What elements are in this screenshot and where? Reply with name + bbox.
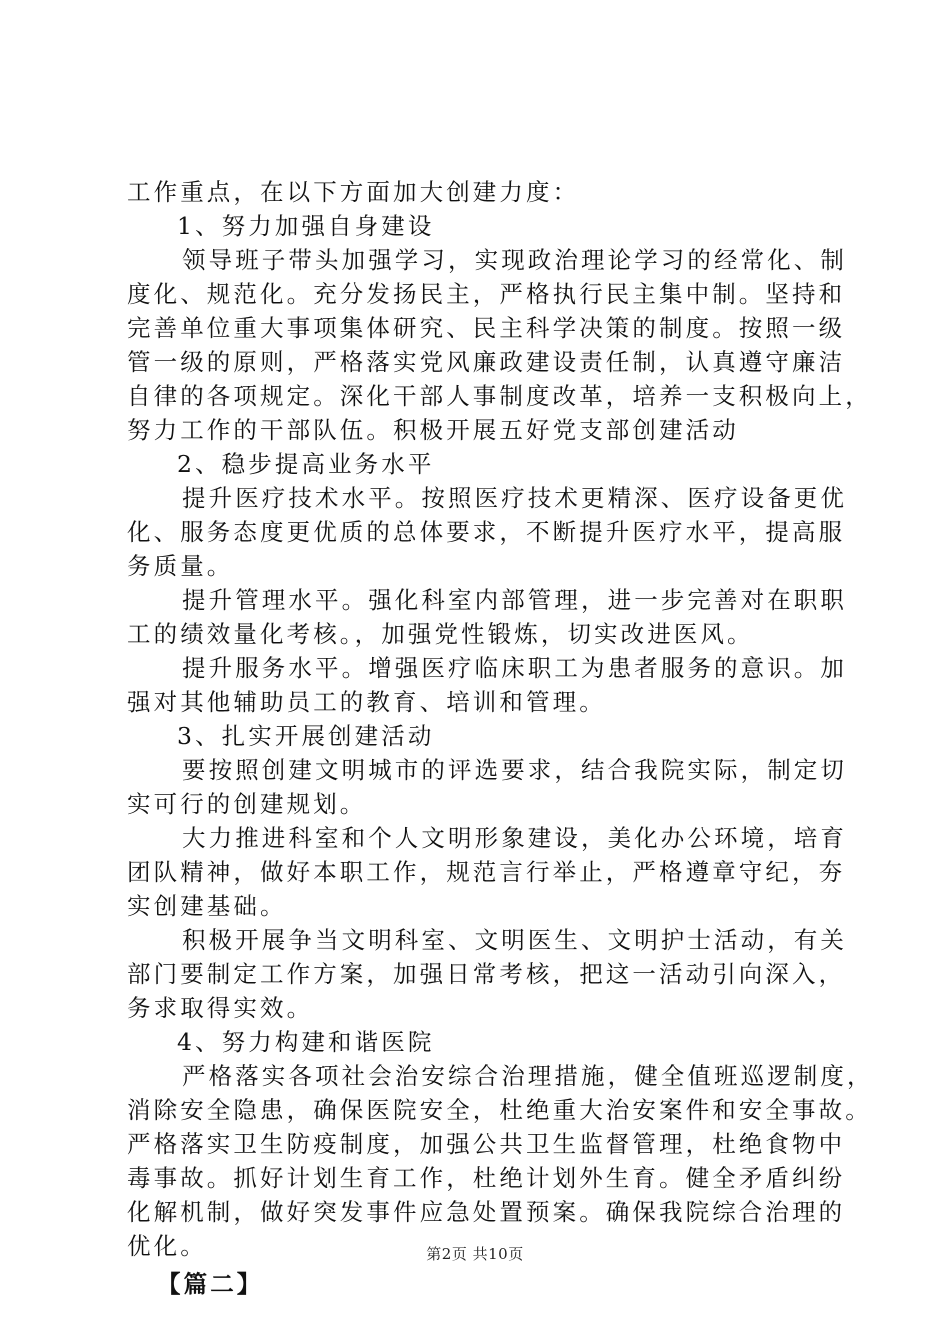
paragraph-line: 消除安全隐患，确保医院安全，杜绝重大治安案件和安全事故。: [127, 1096, 872, 1124]
paragraph-line: 优化。: [127, 1232, 207, 1260]
section-heading: 2、稳步提高业务水平: [177, 450, 435, 478]
page-number-footer: 第2页 共10页: [426, 1245, 524, 1263]
paragraph-line: 化解机制，做好突发事件应急处置预案。确保我院综合治理的: [127, 1198, 846, 1226]
paragraph-line: 完善单位重大事项集体研究、民主科学决策的制度。按照一级: [127, 314, 846, 342]
paragraph-line: 实可行的创建规划。: [127, 790, 367, 818]
section-heading: 3、扎实开展创建活动: [177, 722, 435, 750]
paragraph-line: 实创建基础。: [127, 892, 287, 920]
part-heading: 【篇二】: [157, 1270, 264, 1298]
paragraph-line: 自律的各项规定。深化干部人事制度改革，培养一支积极向上，: [127, 382, 872, 410]
paragraph-line: 要按照创建文明城市的评选要求，结合我院实际，制定切: [182, 756, 847, 784]
paragraph-line: 化、服务态度更优质的总体要求，不断提升医疗水平，提高服: [127, 518, 846, 546]
paragraph-line: 毒事故。抓好计划生育工作，杜绝计划外生育。健全矛盾纠纷: [127, 1164, 846, 1192]
section-heading: 1、努力加强自身建设: [177, 212, 435, 240]
paragraph-line: 部门要制定工作方案，加强日常考核，把这一活动引向深入，: [127, 960, 846, 988]
paragraph-line: 积极开展争当文明科室、文明医生、文明护士活动，有关: [182, 926, 847, 954]
paragraph-line: 提升服务水平。增强医疗临床职工为患者服务的意识。加: [182, 654, 847, 682]
paragraph-line: 强对其他辅助员工的教育、培训和管理。: [127, 688, 606, 716]
paragraph-line: 领导班子带头加强学习，实现政治理论学习的经常化、制: [182, 246, 847, 274]
document-body: [127, 175, 874, 1301]
paragraph-line: 管一级的原则，严格落实党风廉政建设责任制，认真遵守廉洁: [127, 348, 846, 376]
paragraph-line: 提升管理水平。强化科室内部管理，进一步完善对在职职: [182, 586, 847, 614]
section-heading: 4、努力构建和谐医院: [177, 1028, 435, 1056]
paragraph-line: 严格落实各项社会治安综合治理措施，健全值班巡逻制度，: [182, 1062, 874, 1090]
paragraph-line: 务质量。: [127, 552, 234, 580]
paragraph-line: 工的绩效量化考核。，加强党性锻炼，切实改进医风。: [127, 620, 754, 648]
paragraph-line: 度化、规范化。充分发扬民主，严格执行民主集中制。坚持和: [127, 280, 846, 308]
paragraph-line: 团队精神，做好本职工作，规范言行举止，严格遵章守纪，夯: [127, 858, 846, 886]
paragraph-line: 提升医疗技术水平。按照医疗技术更精深、医疗设备更优: [182, 484, 847, 512]
paragraph-line: 务求取得实效。: [127, 994, 314, 1022]
paragraph-line: 严格落实卫生防疫制度，加强公共卫生监督管理，杜绝食物中: [127, 1130, 846, 1158]
paragraph-line: 大力推进科室和个人文明形象建设，美化办公环境，培育: [182, 824, 847, 852]
paragraph-line: 工作重点，在以下方面加大创建力度：: [127, 178, 580, 206]
paragraph-line: 努力工作的干部队伍。积极开展五好党支部创建活动: [127, 416, 739, 444]
